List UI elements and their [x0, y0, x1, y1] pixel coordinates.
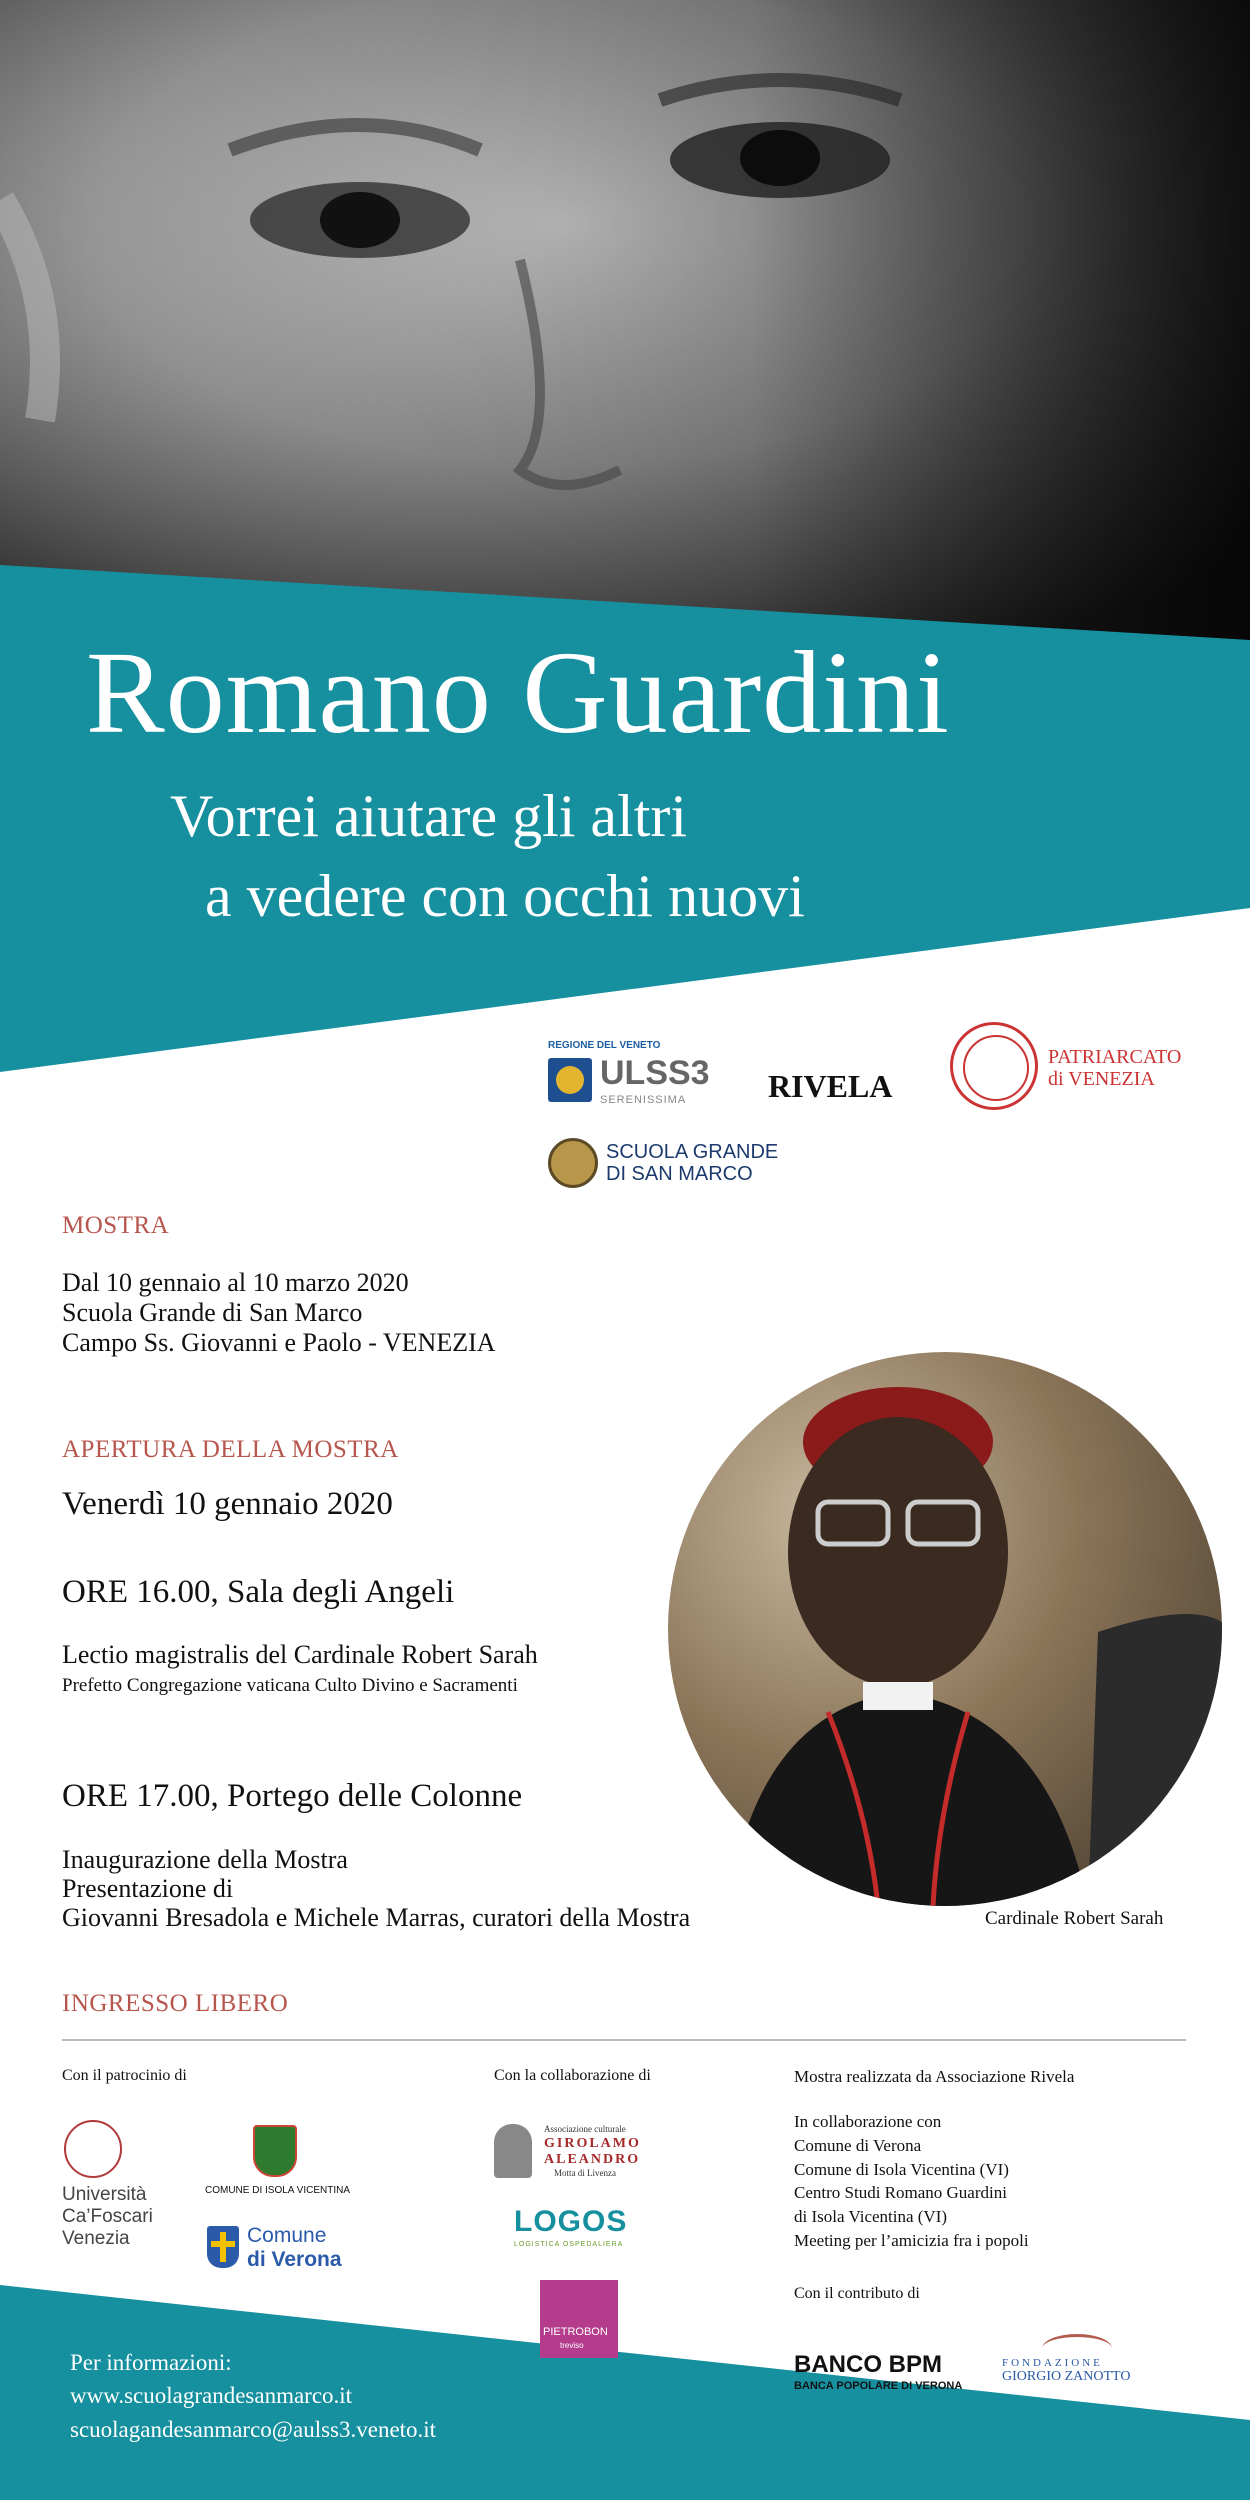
collab-list [794, 2110, 1029, 2253]
lion-icon [548, 1058, 592, 1102]
info-label: Per informazioni: [70, 2350, 232, 2375]
verona-line2: di Verona [247, 2248, 342, 2271]
event1-time: ORE 16.00, [62, 1574, 219, 1610]
mostra-heading: MOSTRA [62, 1212, 170, 1239]
ulss-logo [548, 1040, 710, 1110]
event1-desc: Lectio magistralis del Cardinale Robert Sarah [62, 1640, 538, 1669]
cafoscari-line1: Università [62, 2184, 147, 2205]
collab-line: Comune di Isola Vicentina (VI) [794, 2159, 1009, 2179]
cafoscari-seal-icon [64, 2120, 122, 2178]
ulss-region: REGIONE DEL VENETO [548, 1040, 661, 1051]
pietrobon-sub: treviso [560, 2341, 584, 2350]
ulss-sub: SERENISSIMA [600, 1094, 687, 1106]
collab-line: Comune di Verona [794, 2135, 922, 2155]
logos-sub: LOGISTICA OSPEDALIERA [514, 2241, 624, 2248]
patriarcato-line1: PATRIARCATO [1048, 1046, 1182, 1068]
info-email-link[interactable]: scuolagandesanmarco@aulss3.veneto.it [70, 2416, 437, 2442]
rivela-logo: RIVELA [768, 1068, 893, 1104]
event2-time: ORE 17.00, [62, 1778, 219, 1814]
girolamo-line1: GIROLAMO [544, 2136, 641, 2151]
portrait-caption: Cardinale Robert Sarah [985, 1908, 1164, 1929]
pietrobon-name: PIETROBON [543, 2326, 608, 2338]
girolamo-line3: Motta di Livenza [554, 2168, 616, 2178]
cafoscari-logo [62, 2120, 172, 2260]
portrait-bust-icon [494, 2124, 532, 2178]
verona-logo [207, 2224, 357, 2286]
banco-bpm-logo [794, 2351, 994, 2401]
collaborazione-label: Con la collaborazione di [494, 2067, 651, 2084]
seal-icon [950, 1022, 1038, 1110]
event2-heading [62, 1778, 522, 1815]
scuola-line2: DI SAN MARCO [606, 1163, 753, 1185]
patriarcato-logo [950, 1022, 1190, 1112]
ingresso-heading: INGRESSO LIBERO [62, 1990, 289, 2017]
verona-line1: Comune [247, 2224, 327, 2247]
girolamo-line0: Associazione culturale [544, 2124, 626, 2134]
cafoscari-line2: Ca’Foscari [62, 2206, 153, 2227]
logos-name: LOGOS [514, 2205, 628, 2238]
apertura-day: Venerdì 10 gennaio 2020 [62, 1486, 393, 1522]
collab-line: di Isola Vicentina (VI) [794, 2207, 948, 2227]
ulss-name: ULSS3 [600, 1054, 710, 1092]
zanotto-line2: GIORGIO ZANOTTO [1002, 2369, 1131, 2384]
event2-line3: Giovanni Bresadola e Michele Marras, curatori della Mostra [62, 1903, 691, 1932]
info-block [70, 2346, 436, 2446]
contributo-label: Con il contributo di [794, 2285, 920, 2302]
portrait-illustration [668, 1352, 1222, 1906]
pietrobon-logo [540, 2280, 618, 2358]
cardinal-portrait [668, 1352, 1222, 1906]
event1-place: Sala degli Angeli [218, 1574, 455, 1610]
main-title: Romano Guardini [86, 627, 950, 758]
event1-heading [62, 1574, 454, 1611]
isola-crest-icon [253, 2125, 297, 2177]
zanotto-line1: FONDAZIONE [1002, 2357, 1103, 2369]
info-web-link[interactable]: www.scuolagrandesanmarco.it [70, 2383, 353, 2409]
scuola-logo [548, 1136, 788, 1192]
scuola-line1: SCUOLA GRANDE [606, 1141, 779, 1163]
collab-line: Meeting per l’amicizia fra i popoli [794, 2230, 1029, 2250]
zanotto-logo [1002, 2334, 1172, 2394]
event2-line1: Inaugurazione della Mostra [62, 1845, 348, 1874]
banco-sub: BANCA POPOLARE DI VERONA [794, 2380, 963, 2392]
apertura-heading: APERTURA DELLA MOSTRA [62, 1436, 399, 1463]
girolamo-logo [494, 2124, 654, 2184]
realizzata-label: Mostra realizzata da Associazione Rivela [794, 2067, 1075, 2086]
subtitle-line1: Vorrei aiutare gli altri [170, 783, 688, 849]
mostra-place: Scuola Grande di San Marco [62, 1298, 363, 1327]
subtitle-line2: a vedere con occhi nuovi [205, 863, 805, 929]
patrocinio-label: Con il patrocinio di [62, 2067, 187, 2084]
patriarcato-line2: di VENEZIA [1048, 1068, 1155, 1090]
banco-name: BANCO BPM [794, 2351, 942, 2378]
scuola-seal-icon [548, 1138, 598, 1188]
event2-place: Portego delle Colonne [218, 1778, 523, 1814]
logos-logo [514, 2205, 644, 2257]
isola-logo [205, 2125, 355, 2205]
event1-sub: Prefetto Congregazione vaticana Culto Divino e Sacramenti [62, 1675, 518, 1696]
collab-line: In collaborazione con [794, 2112, 942, 2131]
verona-crest-icon [207, 2226, 239, 2268]
collab-line: Centro Studi Romano Guardini [794, 2183, 1007, 2203]
mostra-dates: Dal 10 gennaio al 10 marzo 2020 [62, 1268, 409, 1297]
girolamo-line2: ALEANDRO [544, 2152, 641, 2167]
event2-line2: Presentazione di [62, 1874, 234, 1903]
isola-label: COMUNE DI ISOLA VICENTINA [205, 2185, 351, 2196]
mostra-address: Campo Ss. Giovanni e Paolo - VENEZIA [62, 1328, 496, 1357]
cafoscari-line3: Venezia [62, 2228, 130, 2249]
